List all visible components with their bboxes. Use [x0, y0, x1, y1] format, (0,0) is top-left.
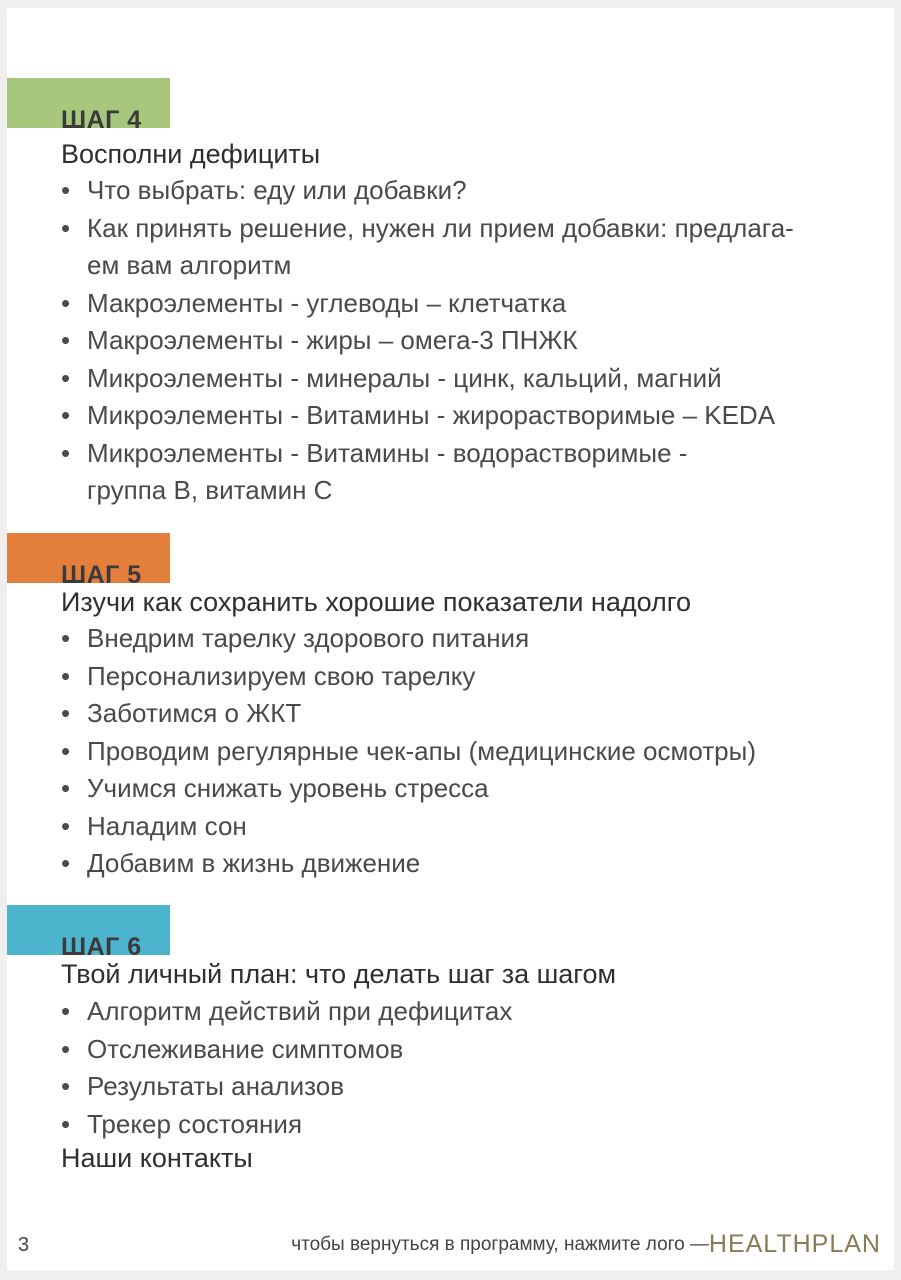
healthplan-logo-link[interactable]: HEALTHPLAN — [708, 1230, 881, 1258]
step-6-title: Твой личный план: что делать шаг за шагом — [61, 959, 617, 989]
list-item: • Учимся снижать уровень стресса — [61, 770, 756, 808]
list-item: • Заботимся о ЖКТ — [61, 695, 756, 733]
list-item: • Внедрим тарелку здорового питания — [61, 620, 756, 658]
list-item: • Отслеживание симптомов — [61, 1031, 512, 1069]
list-item-continuation: ем вам алгоритм — [87, 250, 292, 280]
step-4-title: Восполни дефициты — [61, 139, 321, 169]
list-item: • Результаты анализов — [61, 1068, 512, 1106]
step-4-list — [61, 172, 794, 510]
footer-hint: чтобы вернуться в программу, нажмите лого — — [291, 1234, 709, 1255]
list-item: • Добавим в жизнь движение — [61, 845, 756, 883]
step-5-tag-label: ШАГ 5 — [61, 561, 142, 589]
step-6-list — [61, 993, 512, 1143]
list-item: • Микроэлементы - Витамины - водорастворимые - — [61, 435, 794, 473]
list-item: • Проводим регулярные чек-апы (медицинские осмотры) — [61, 733, 756, 771]
list-item: • Что выбрать: еду или добавки? — [61, 172, 794, 210]
step-6-tag — [7, 905, 170, 961]
step-4-tag — [7, 78, 170, 134]
page-number: 3 — [18, 1234, 30, 1256]
list-item: • Макроэлементы - жиры – омега-3 ПНЖК — [61, 322, 794, 360]
list-item: • Алгоритм действий при дефицитах — [61, 993, 512, 1031]
step-4-tag-label: ШАГ 4 — [61, 106, 142, 134]
list-item: • Макроэлементы - углеводы – клетчатка — [61, 285, 794, 323]
step-6-tag-label: ШАГ 6 — [61, 933, 142, 961]
list-item: • Микроэлементы - минералы - цинк, кальций, магний — [61, 360, 794, 398]
step-5-list — [61, 620, 756, 883]
list-item: • Наладим сон — [61, 808, 756, 846]
list-item: • Как принять решение, нужен ли прием добавки: предлага- — [61, 210, 794, 248]
list-item: • Микроэлементы - Витамины - жирорастворимые – KEDA — [61, 397, 794, 435]
step-5-title: Изучи как сохранить хорошие показатели надолго — [61, 587, 692, 617]
list-item: • Трекер состояния — [61, 1106, 512, 1144]
contacts-heading: Наши контакты — [61, 1143, 253, 1173]
list-item-continuation: группа B, витамин C — [87, 475, 333, 505]
step-5-tag — [7, 533, 170, 589]
list-item: • Персонализируем свою тарелку — [61, 658, 756, 696]
